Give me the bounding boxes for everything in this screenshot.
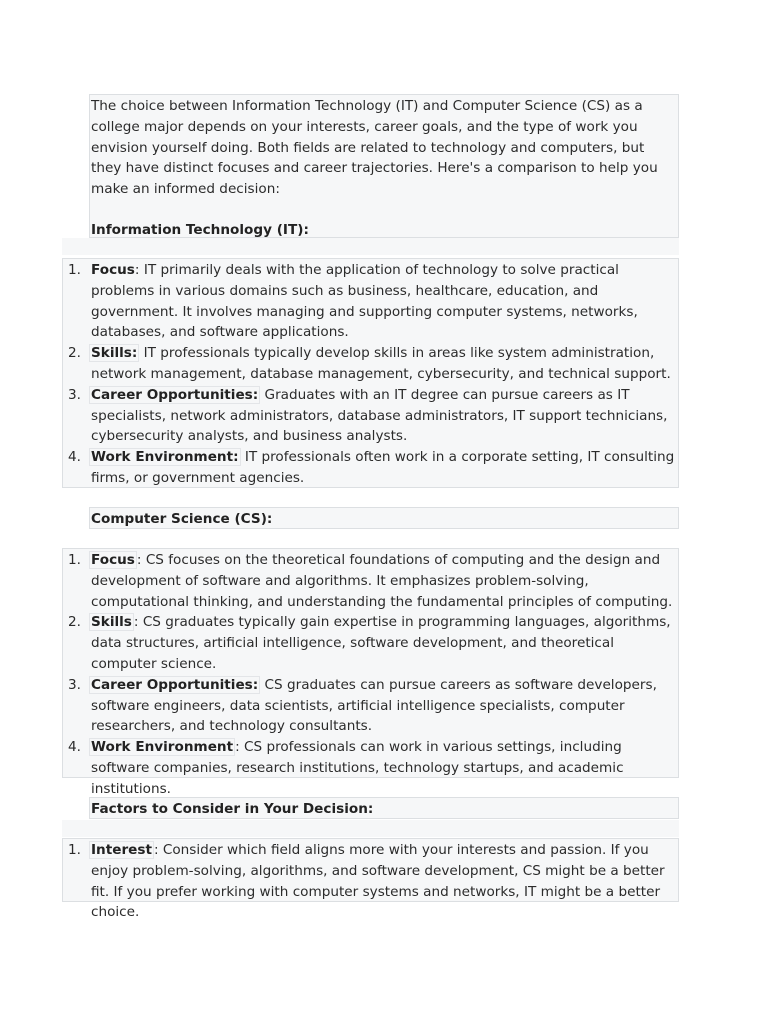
factors-section-heading: Factors to Consider in Your Decision:: [91, 801, 374, 817]
list-number: 2.: [68, 345, 81, 362]
cs-heading-block: [89, 507, 679, 529]
list-number: 3.: [68, 386, 81, 403]
list-text: CS graduates typically gain expertise in programming languages, algorithms, data structures, artificial intelligence, software development, and theoretical computer science.: [91, 614, 671, 672]
list-text: CS graduates can pursue careers as software developers, software engineers, data scientists, artificial intelligence specialists, computer researchers, and technology consultants.: [91, 676, 657, 735]
list-item: [63, 675, 678, 737]
factors-list: [63, 840, 678, 923]
list-text: CS focuses on the theoretical foundations of computing and the design and development of software and algorithms. It emphasizes problem-solving, computational thinking, and understanding the fundamental principles of computing.: [91, 552, 673, 610]
list-number: 1.: [68, 552, 81, 568]
it-list: [63, 260, 678, 489]
factors-list-block: [62, 838, 679, 921]
list-text: IT professionals typically develop skills in areas like system administration, network management, database management, cybersecurity, and technical support.: [91, 345, 671, 382]
list-text: IT primarily deals with the application of technology to solve practical problems in various domains such as business, healthcare, education, and government. It involves managing and supporting computer systems, networks, databases, and software applications.: [91, 262, 638, 341]
intro-block: [89, 94, 679, 238]
list-item: [63, 385, 678, 447]
section-gap: [62, 820, 679, 837]
section-gap: [62, 238, 679, 255]
cs-list: [63, 550, 678, 800]
list-number: 2.: [68, 614, 81, 631]
list-text: Consider which field aligns more with your interests and passion. If you enjoy problem-solving, algorithms, and software development, CS might be a better fit. If you prefer working with computer systems and networks, IT might be a better choice.: [91, 842, 665, 921]
list-term: Focus: [91, 552, 135, 568]
list-number: 3.: [68, 676, 81, 693]
list-text: Graduates with an IT degree can pursue careers as IT specialists, network administrators, database administrators, IT support technicians, cybersecurity analysts, and business analysts.: [91, 386, 668, 445]
cs-list-block: [62, 548, 679, 797]
list-text: IT professionals often work in a corporate setting, IT consulting firms, or government agencies.: [91, 449, 675, 486]
list-item: 1. Interest : Consider which field aligns more with your interests and passion. If you enjoy problem-solving, algorithms, and software development, CS might be a better fit. If you prefer working with computer systems and networks, IT might be a better choice.: [68, 842, 665, 921]
list-term: Career Opportunities:: [91, 386, 259, 403]
list-number: 4.: [68, 739, 81, 756]
list-item: 2. Skills : CS graduates typically gain expertise in programming languages, algorithms, data structures, artificial intelligence, software development, and theoretical computer science.: [68, 614, 671, 672]
list-term: Interest: [91, 842, 152, 858]
it-list-block: [62, 258, 679, 488]
factors-heading-block: [89, 797, 679, 819]
list-term: Work Environment:: [91, 449, 239, 466]
list-item: 1. Focus : CS focuses on the theoretical foundations of computing and the design and development of software and algorithms. It emphasizes problem-solving, computational thinking, and understanding the fundamental principles of computing.: [68, 552, 673, 610]
list-number: 1.: [68, 262, 81, 278]
list-number: 4.: [68, 449, 81, 466]
list-term: Work Environment: [91, 739, 234, 756]
list-item: [63, 447, 678, 489]
list-term: Career Opportunities:: [91, 676, 259, 693]
list-term: Skills: [91, 614, 132, 631]
cs-section-heading: Computer Science (CS):: [91, 511, 273, 527]
intro-paragraph: The choice between Information Technology (IT) and Computer Science (CS) as a college major depends on your interests, career goals, and the type of work you envision yourself doing. Both fields are related to technology and computers, but they have distinct focuses and career trajectories. Here's a comparison to help you make an informed decision:: [91, 98, 658, 198]
list-item: 4. Work Environment : CS professionals can work in various settings, including software companies, research institutions, technology startups, and academic institutions.: [68, 739, 624, 797]
list-number: 1.: [68, 842, 81, 858]
list-item: [63, 343, 678, 385]
it-section-heading: Information Technology (IT):: [91, 221, 309, 238]
list-term: Skills:: [91, 345, 138, 362]
list-item: 1. Focus: IT primarily deals with the application of technology to solve practical problems in various domains such as business, healthcare, education, and government. It involves managing and supporting computer systems, networks, databases, and software applications.: [68, 262, 638, 341]
list-term: Focus: [91, 262, 135, 278]
list-text: CS professionals can work in various settings, including software companies, research institutions, technology startups, and academic institutions.: [91, 739, 624, 797]
